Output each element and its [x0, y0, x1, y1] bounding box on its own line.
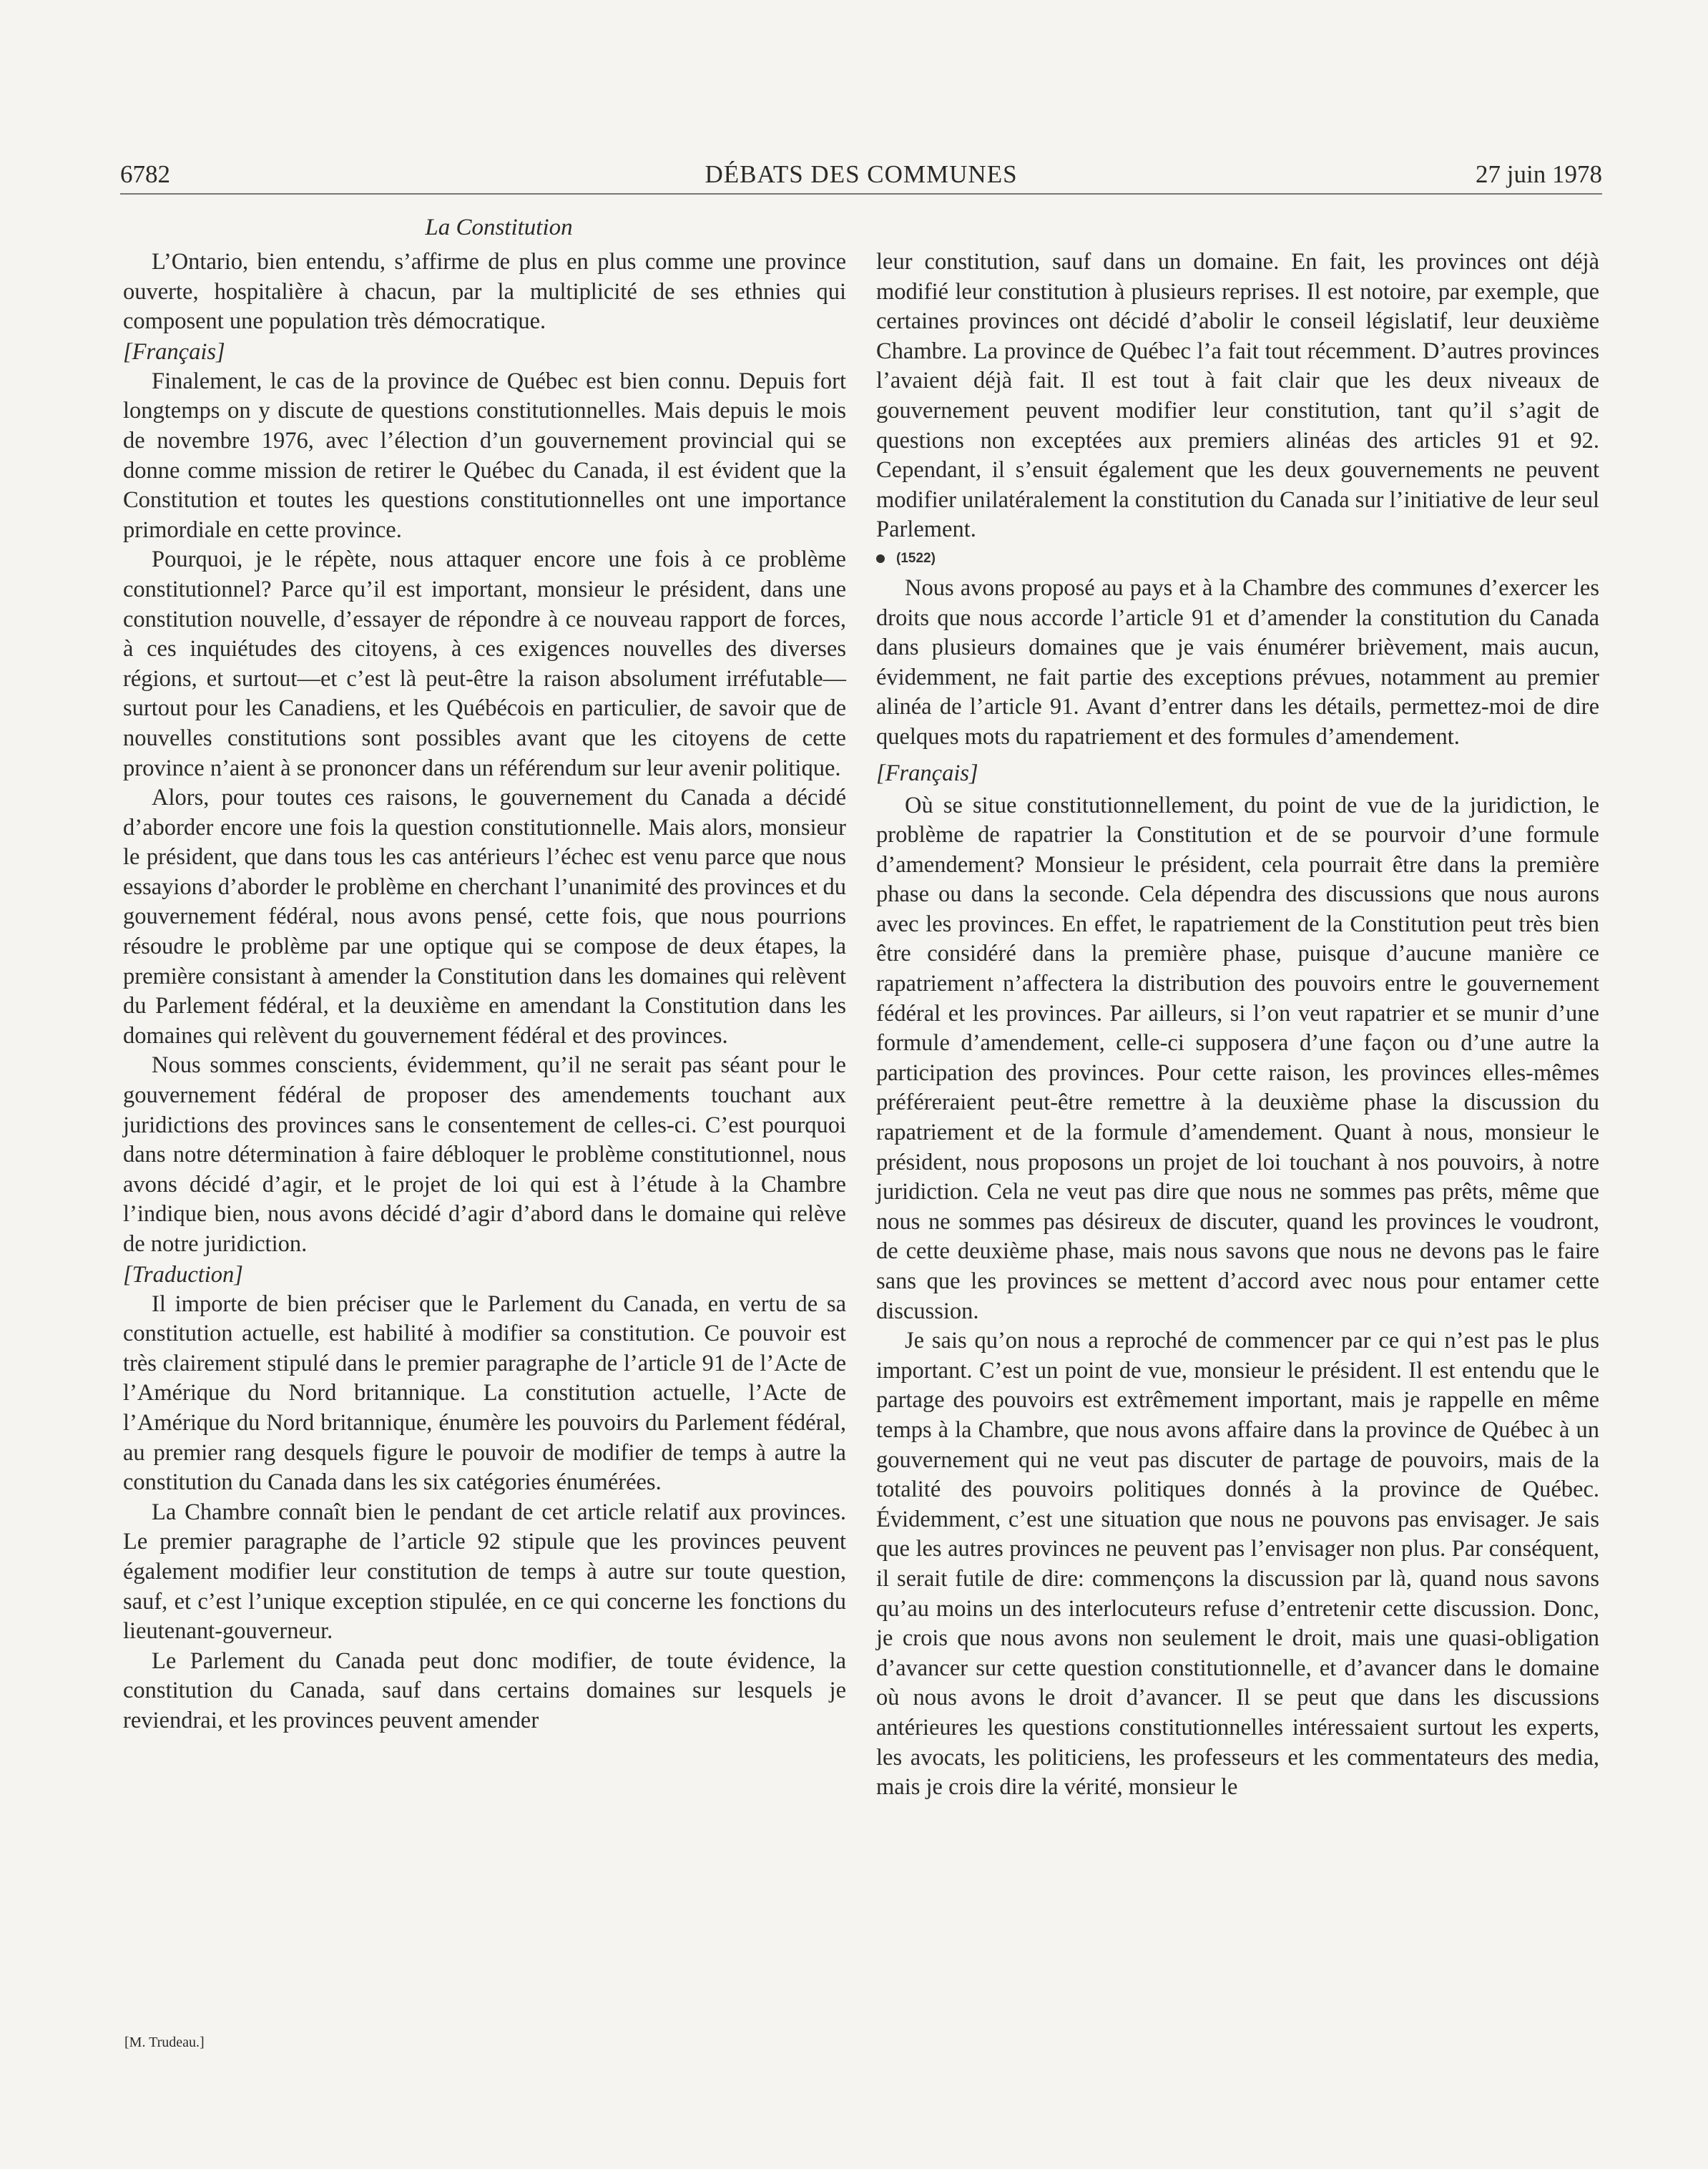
language-marker: [Français] — [123, 338, 225, 365]
publication-title: DÉBATS DES COMMUNES — [705, 160, 1018, 188]
paragraph: Alors, pour toutes ces raisons, le gouvernement du Canada a décidé d’aborder encore une fois la question constitutionnelle. Mais alors, monsieur le président, que dans tous les cas antérieurs l’échec est venu parce que nous essayions d’aborder le problème en cherchant l’unanimité des provinces et du gouvernement fédéral, nous avons pensé, cette fois, que nous pourrions résoudre le problème par une optique qui se compose de deux étapes, la première consistant à amender la Constitution dans les domaines qui relèvent du Parlement fédéral, et la deuxième en amendant la Constitution dans les domaines qui relèvent du gouvernement fédéral et des provinces. — [123, 785, 846, 1049]
page-header — [120, 156, 1602, 193]
right-column — [876, 248, 1599, 1803]
language-marker: [Traduction] — [123, 1261, 243, 1288]
paragraph: Pourquoi, je le répète, nous attaquer encore une fois à ce problème constitutionnel? Parce qu’il est important, monsieur le président, dans une constitution nouvelle, d’essayer de répondre à ce nouveau rapport de forces, à ces inquiétudes des citoyens, à ces exigences nouvelles des diverses régions, et surtout—et c’est là peut-être la raison absolument irréfutable—surtout pour les Canadiens, et les Québécois en particulier, de savoir que de nouvelles constitutions sont possibles avant que les citoyens de cette province n’aient à se prononcer dans un référendum sur leur avenir politique. — [123, 547, 846, 781]
paragraph: Nous avons proposé au pays et à la Chambre des communes d’exercer les droits que nous accorde l’article 91 et d’amender la constitution du Canada dans plusieurs domaines que je vais énumérer brièvement, mais aucun, évidemment, ne fait partie des exceptions prévues, notamment au premier alinéa de l’article 91. Avant d’entrer dans les détails, permettez-moi de dire quelques mots du rapatriement et des formules d’amendement. — [876, 574, 1599, 750]
paragraph: Nous sommes conscients, évidemment, qu’il ne serait pas séant pour le gouvernement fédéral de proposer des amendements touchant aux juridictions des provinces sans le consentement de celles-ci. C’est pourquoi dans notre détermination à faire débloquer le problème constitutionnel, nous avons décidé d’agir, et le projet de loi qui est à l’étude à la Chambre l’indique bien, nous avons décidé d’agir d’abord dans le domaine qui relève de notre juridiction. — [123, 1052, 846, 1257]
language-marker: [Français] — [876, 760, 978, 786]
section-title: La Constitution — [425, 215, 573, 240]
paragraph: Où se situe constitutionnellement, du point de vue de la juridiction, le problème de rapatrier la Constitution et de se pourvoir d’une formule d’amendement? Monsieur le président, cela pourrait être dans la première phase ou dans la seconde. Cela dépendra des discussions que nous aurons avec les provinces. En effet, le rapatriement de la Constitution peut très bien être considéré dans la première phase, puisque d’aucune manière ce rapatriement n’affectera la distribution des pouvoirs entre le gouvernement fédéral et les provinces. Par ailleurs, si l’on veut rapatrier et se munir d’une formule d’amendement, celle-ci supposera d’une façon ou d’une autre la participation des provinces. Pour cette raison, les provinces elles-mêmes préféreraient peut-être remettre à la deuxième phase la discussion du rapatriement et de la formule d’amendement. Quant à nous, monsieur le président, nous proposons un projet de loi touchant à nos pouvoirs, à notre juridiction. Cela ne veut pas dire que nous ne sommes pas prêts, même que nous ne sommes pas désireux de discuter, quand les provinces le voudront, de cette deuxième phase, mais nous savons que nous ne devons pas le faire sans que les provinces se mettent d’accord avec nous pour entamer cette discussion. — [876, 792, 1599, 1324]
page-number: 6782 — [120, 160, 170, 188]
paragraph: La Chambre connaît bien le pendant de cet article relatif aux provinces. Le premier paragraphe de l’article 92 stipule que les provinces peuvent également modifier leur constitution de temps à autre sur toute question, sauf, et c’est l’unique exception stipulée, en ce qui concerne les fonctions du lieutenant-gouverneur. — [123, 1499, 846, 1645]
header-rule — [120, 193, 1602, 195]
left-column — [123, 207, 846, 1736]
paragraph: Je sais qu’on nous a reproché de commencer par ce qui n’est pas le plus important. C’est un point de vue, monsieur le président. Il est entendu que le partage des pouvoirs est extrêmement important, mais je rappelle en même temps à la Chambre, que nous avons affaire dans la province de Québec à un gouvernement qui ne veut pas discuter de partage de pouvoirs, mais de la totalité des pouvoirs politiques donnés à la province de Québec. Évidemment, c’est une situation que nous ne pouvons pas envisager. Je sais que les autres provinces ne peuvent pas l’envisager non plus. Par conséquent, il serait futile de dire: commençons la discussion par là, quand nous savons qu’au moins un des interlocuteurs refuse d’entretenir cette discussion. Donc, je crois que nous avons non seulement le droit, mais une quasi-obligation d’avancer sur cette question constitutionnelle, et d’avancer dans le domaine où nous avons le droit d’avancer. Il se peut que dans les discussions antérieures les questions constitutionnelles intéressaient surtout les experts, les avocats, les politiciens, les professeurs et les commentateurs des media, mais je crois dire la vérité, monsieur le — [876, 1328, 1599, 1801]
publication-date: 27 juin 1978 — [1476, 160, 1602, 188]
paragraph: Finalement, le cas de la province de Québec est bien connu. Depuis fort longtemps on y discute de questions constitutionnelles. Mais depuis le mois de novembre 1976, avec l’élection d’un gouvernement provincial qui se donne comme mission de retirer le Québec du Canada, il est évident que la Constitution et toutes les questions constitutionnelles ont une importance primordiale en cette province. — [123, 368, 846, 543]
paragraph: leur constitution, sauf dans un domaine. En fait, les provinces ont déjà modifié leur constitution à plusieurs reprises. Il est notoire, par exemple, que certaines provinces ont décidé d’abolir le conseil législatif, leur deuxième Chambre. La province de Québec l’a fait tout récemment. D’autres provinces l’avaient déjà fait. Il est tout à fait clair que les deux niveaux de gouvernement peuvent modifier leur constitution, tant qu’il s’agit de questions non exceptées aux premiers alinéas des articles 91 et 92. Cependant, il s’ensuit également que les deux gouvernements ne peuvent modifier unilatéralement la constitution du Canada sur l’initiative de leur seul Parlement. — [876, 249, 1599, 543]
paragraph: Le Parlement du Canada peut donc modifier, de toute évidence, la constitution du Canada, sauf dans certains domaines sur lesquels je reviendrai, et les provinces peuvent amender — [123, 1647, 846, 1733]
timestamp: (1522) — [896, 550, 936, 566]
speaker-note: [M. Trudeau.] — [124, 2035, 205, 2050]
timestamp-marker — [876, 547, 1599, 571]
paragraph: L’Ontario, bien entendu, s’affirme de plus en plus comme une province ouverte, hospitalière à chacun, par la multiplicité de ses ethnies qui composent une population très démocratique. — [123, 249, 846, 335]
bullet-icon — [876, 554, 885, 563]
paragraph: Il importe de bien préciser que le Parlement du Canada, en vertu de sa constitution actuelle, est habilité à modifier sa constitution. Ce pouvoir est très clairement stipulé dans le premier paragraphe de l’article 91 de l’Acte de l’Amérique du Nord britannique. La constitution actuelle, l’Acte de l’Amérique du Nord britannique, énumère les pouvoirs du Parlement fédéral, au premier rang desquels figure le pouvoir de modifier de temps à autre la constitution du Canada dans les six catégories énumérées. — [123, 1291, 846, 1496]
